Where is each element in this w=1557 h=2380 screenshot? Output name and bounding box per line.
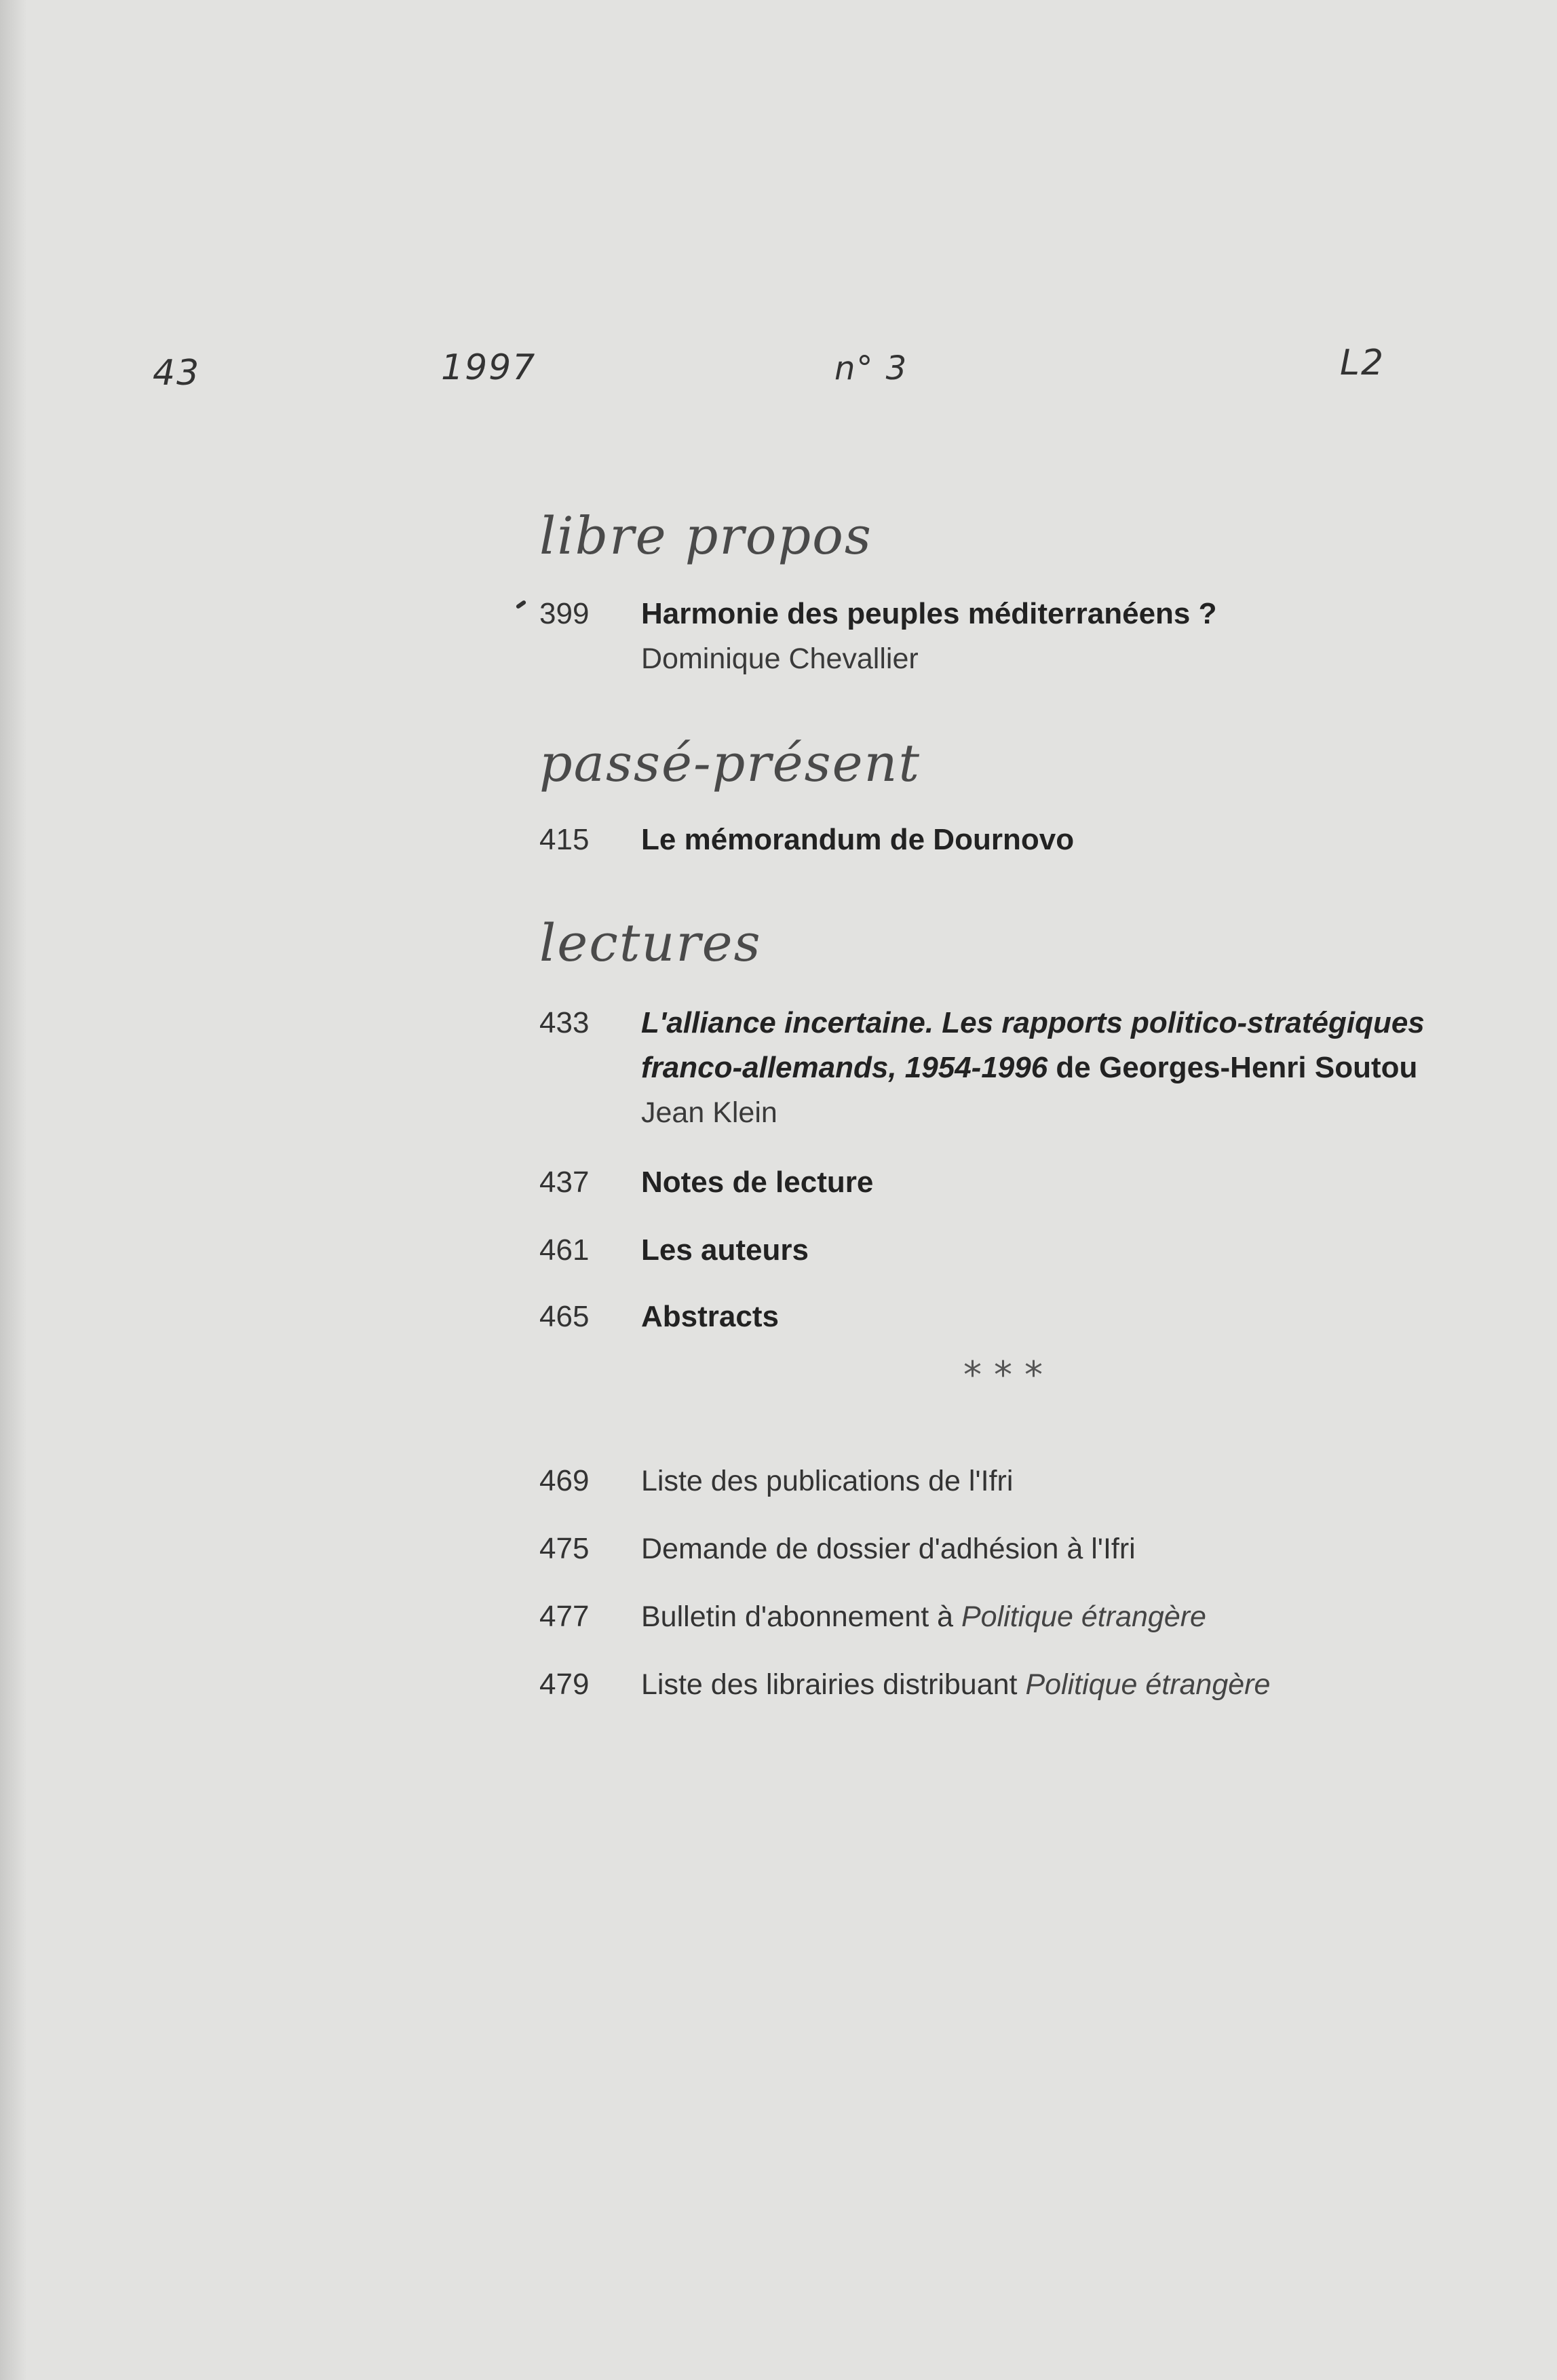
entry-text: Liste des publications de l'Ifri [641, 1465, 1014, 1497]
entry-title: Les auteurs [641, 1233, 809, 1267]
entry-text: Demande de dossier d'adhésion à l'Ifri [641, 1533, 1136, 1565]
entry-text-italic: Politique étrangère [1025, 1668, 1271, 1701]
entry-author: Dominique Chevallier [641, 642, 919, 675]
entry-title-author-suffix: de Georges-Henri Soutou [1047, 1051, 1418, 1084]
page-number: 475 [539, 1532, 590, 1565]
entry-text-italic: Politique étrangère [961, 1600, 1206, 1633]
toc-entry [539, 1294, 1503, 1339]
toc-entry [539, 1594, 1503, 1646]
entry-title: Le mémorandum de Dournovo [641, 823, 1075, 856]
handwritten-year: 1997 [441, 347, 537, 388]
page-number: 465 [539, 1300, 590, 1333]
separator-asterisks: *** [963, 1354, 1055, 1396]
page-number: 469 [539, 1464, 590, 1497]
toc-entry [539, 1662, 1503, 1714]
entry-author: Jean Klein [641, 1096, 777, 1129]
entry-title-line-2: franco-allemands, 1954-1996 [641, 1051, 1048, 1084]
page-edge-shadow [0, 0, 27, 2380]
page-number: 433 [539, 1006, 590, 1039]
section-heading-lectures: lectures [539, 913, 762, 973]
toc-entry [539, 1228, 1503, 1273]
entry-title: Notes de lecture [641, 1166, 874, 1199]
page-number: 415 [539, 823, 590, 856]
entry-text: Liste des librairies distribuant [641, 1668, 1026, 1701]
page-number: 479 [539, 1668, 590, 1701]
toc-entry [539, 1160, 1503, 1205]
section-heading-passe-present: passé-présent [539, 733, 921, 793]
handwritten-code: L2 [1340, 343, 1385, 383]
toc-entry [539, 818, 1503, 862]
pencil-tick-mark [516, 600, 527, 609]
section-heading-libre-propos: libre propos [539, 505, 872, 566]
toc-entry [539, 1001, 1503, 1135]
toc-entry [539, 1527, 1503, 1578]
entry-title: Abstracts [641, 1300, 779, 1333]
handwritten-volume: 43 [153, 353, 201, 394]
page-number: 461 [539, 1233, 590, 1267]
entry-title: Harmonie des peuples méditerranéens ? [641, 597, 1217, 630]
page-number: 437 [539, 1166, 590, 1199]
toc-entry [539, 592, 1503, 681]
entry-text: Bulletin d'abonnement à [641, 1600, 961, 1633]
page-number: 399 [539, 597, 590, 630]
toc-entry [539, 1459, 1503, 1510]
handwritten-issue: n° 3 [834, 349, 908, 387]
entry-title-line-1: L'alliance incertaine. Les rapports politico-stratégiques [641, 1006, 1425, 1039]
page-number: 477 [539, 1600, 590, 1633]
